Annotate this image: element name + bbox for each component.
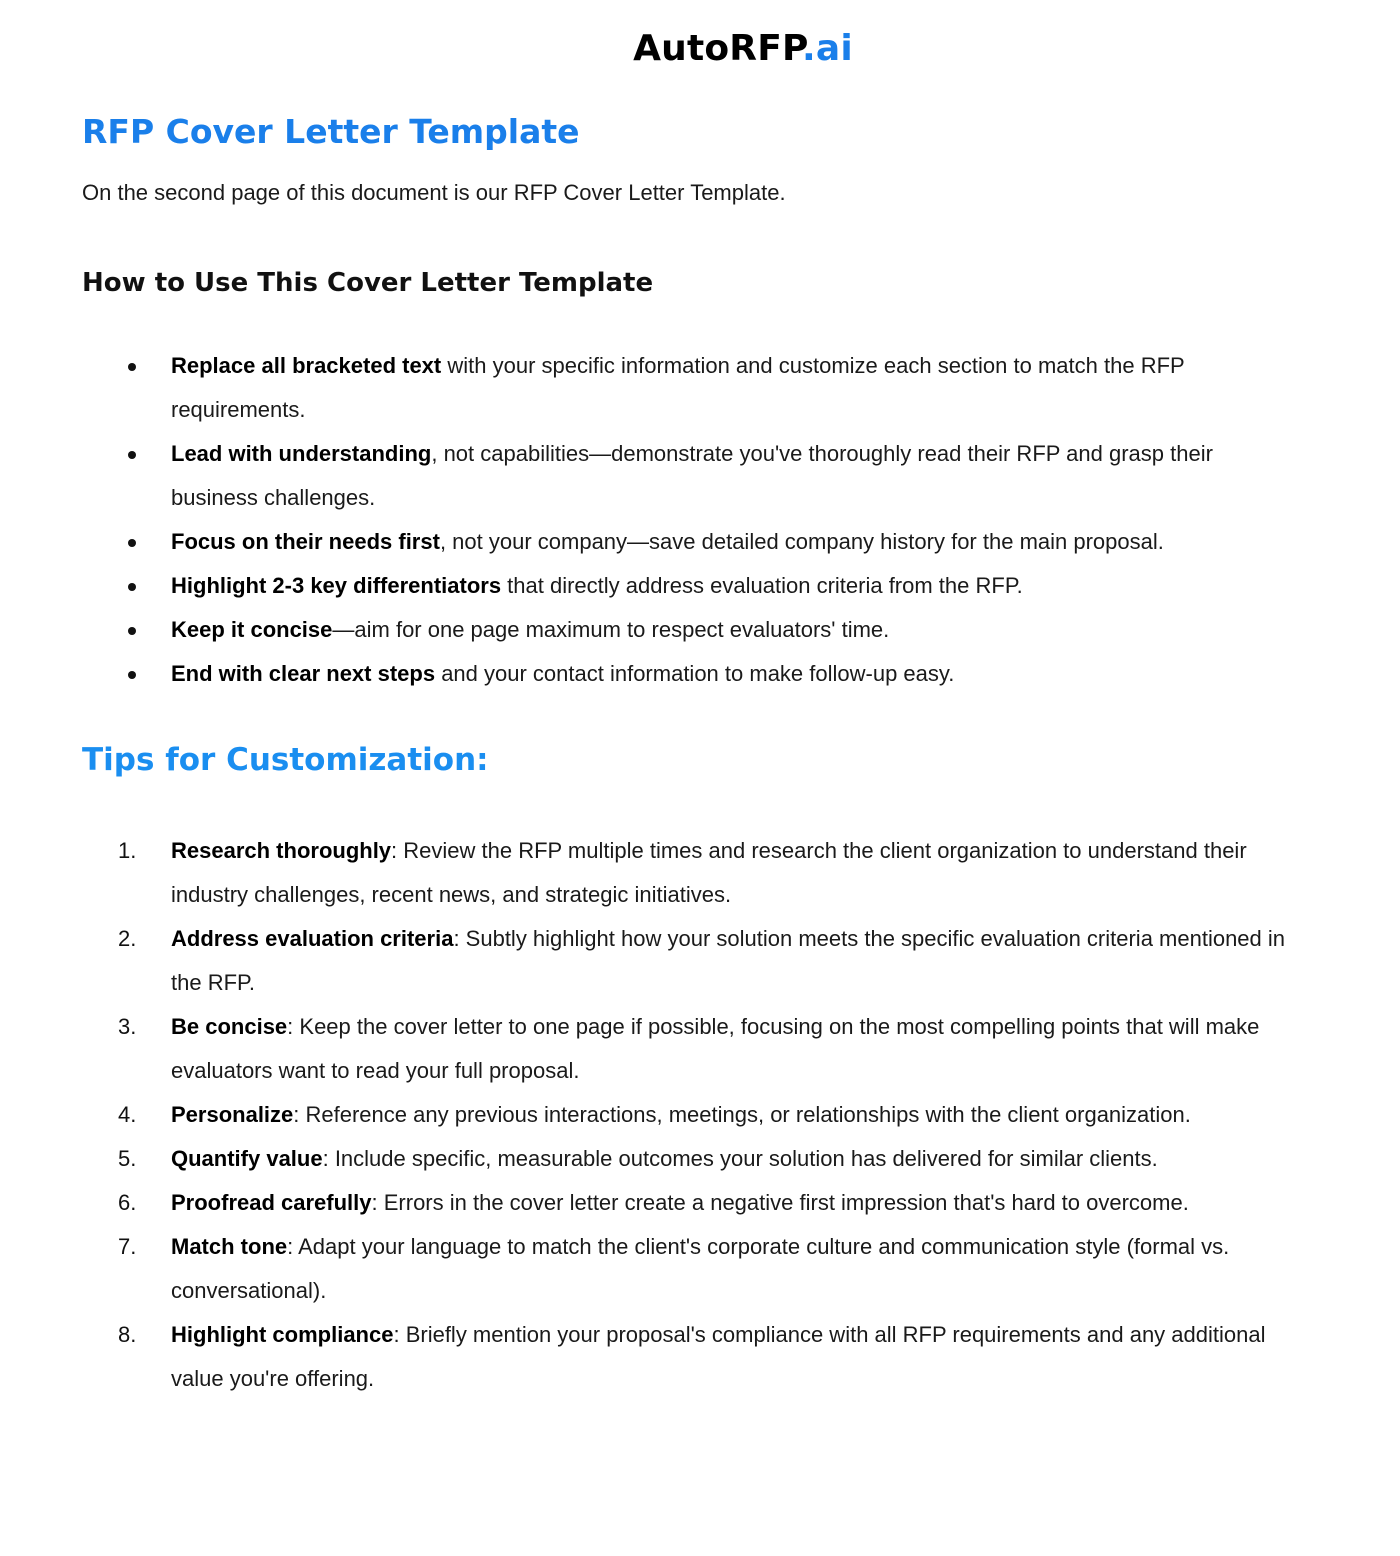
bullet-icon xyxy=(128,539,136,547)
item-number: 1. xyxy=(118,838,137,863)
item-bold: Quantify value xyxy=(171,1146,323,1171)
bullet-icon xyxy=(128,671,136,679)
item-bold: Research thoroughly xyxy=(171,838,392,863)
item-text: : Keep the cover letter to one page if possible, focusing on the most compelling points that will make evaluators want to read your full proposal. xyxy=(171,1014,1260,1083)
item-text: : Briefly mention your proposal's compliance with all RFP requirements and any additional value you're offering. xyxy=(171,1322,1266,1391)
bullet-icon xyxy=(128,627,136,635)
bullet-icon xyxy=(128,363,136,371)
item-text: : Reference any previous interactions, meetings, or relationships with the client organization. xyxy=(293,1102,1191,1127)
tips-heading: Tips for Customization: xyxy=(82,742,489,778)
list-item xyxy=(0,652,1400,696)
item-text: , not capabilities—demonstrate you've thoroughly read their RFP and grasp their business challenges. xyxy=(171,441,1213,510)
item-text: with your specific information and customize each section to match the RFP requirements. xyxy=(171,353,1185,422)
item-bold: Match tone xyxy=(171,1234,288,1259)
list-item xyxy=(0,1313,1400,1401)
bullet-icon xyxy=(128,583,136,591)
logo-suffix: .ai xyxy=(802,28,853,69)
list-item xyxy=(0,1225,1400,1313)
list-item xyxy=(0,564,1400,608)
list-item xyxy=(0,917,1400,1005)
list-item xyxy=(0,520,1400,564)
item-number: 8. xyxy=(118,1322,137,1347)
item-text: , not your company—save detailed company history for the main proposal. xyxy=(439,529,1164,554)
list-item xyxy=(0,1005,1400,1093)
item-text: —aim for one page maximum to respect evaluators' time. xyxy=(332,617,890,642)
item-text: : Errors in the cover letter create a negative first impression that's hard to overcome. xyxy=(371,1190,1189,1215)
item-number: 3. xyxy=(118,1014,137,1039)
item-bold: Highlight 2-3 key differentiators xyxy=(171,573,502,598)
item-text: and your contact information to make follow-up easy. xyxy=(435,661,955,686)
list-item xyxy=(0,1093,1400,1137)
how-to-list xyxy=(0,344,1400,696)
tips-list xyxy=(0,829,1400,1401)
item-bold: Address evaluation criteria xyxy=(171,926,454,951)
list-item xyxy=(0,608,1400,652)
item-bold: End with clear next steps xyxy=(171,661,436,686)
item-text: : Adapt your language to match the client's corporate culture and communication style (formal vs. conversational). xyxy=(171,1234,1230,1303)
item-text: : Include specific, measurable outcomes your solution has delivered for similar clients. xyxy=(322,1146,1158,1171)
item-bold: Keep it concise xyxy=(171,617,333,642)
item-number: 4. xyxy=(118,1102,137,1127)
item-bold: Personalize xyxy=(171,1102,294,1127)
item-number: 7. xyxy=(118,1234,137,1259)
page-title: RFP Cover Letter Template xyxy=(82,112,580,151)
list-item xyxy=(0,829,1400,917)
item-bold: Be concise xyxy=(171,1014,288,1039)
item-bold: Focus on their needs first xyxy=(171,529,440,554)
list-item xyxy=(0,1137,1400,1181)
item-number: 6. xyxy=(118,1190,137,1215)
item-bold: Highlight compliance xyxy=(171,1322,394,1347)
how-to-heading: How to Use This Cover Letter Template xyxy=(82,268,654,298)
item-text: : Subtly highlight how your solution meets the specific evaluation criteria mentioned in the RFP. xyxy=(171,926,1286,995)
item-number: 5. xyxy=(118,1146,137,1171)
item-bold: Lead with understanding xyxy=(171,441,432,466)
bullet-icon xyxy=(128,451,136,459)
list-item xyxy=(0,1181,1400,1225)
item-bold: Proofread carefully xyxy=(171,1190,372,1215)
list-item xyxy=(0,344,1400,432)
item-number: 2. xyxy=(118,926,137,951)
autorfp-logo xyxy=(0,28,1400,69)
intro-text: On the second page of this document is our RFP Cover Letter Template. xyxy=(82,180,786,205)
list-item xyxy=(0,432,1400,520)
item-text: that directly address evaluation criteria from the RFP. xyxy=(501,573,1023,598)
item-text: : Review the RFP multiple times and research the client organization to understand their industry challenges, recent news, and strategic initiatives. xyxy=(171,838,1247,907)
logo-brand: AutoRFP xyxy=(633,28,802,69)
item-bold: Replace all bracketed text xyxy=(171,353,442,378)
